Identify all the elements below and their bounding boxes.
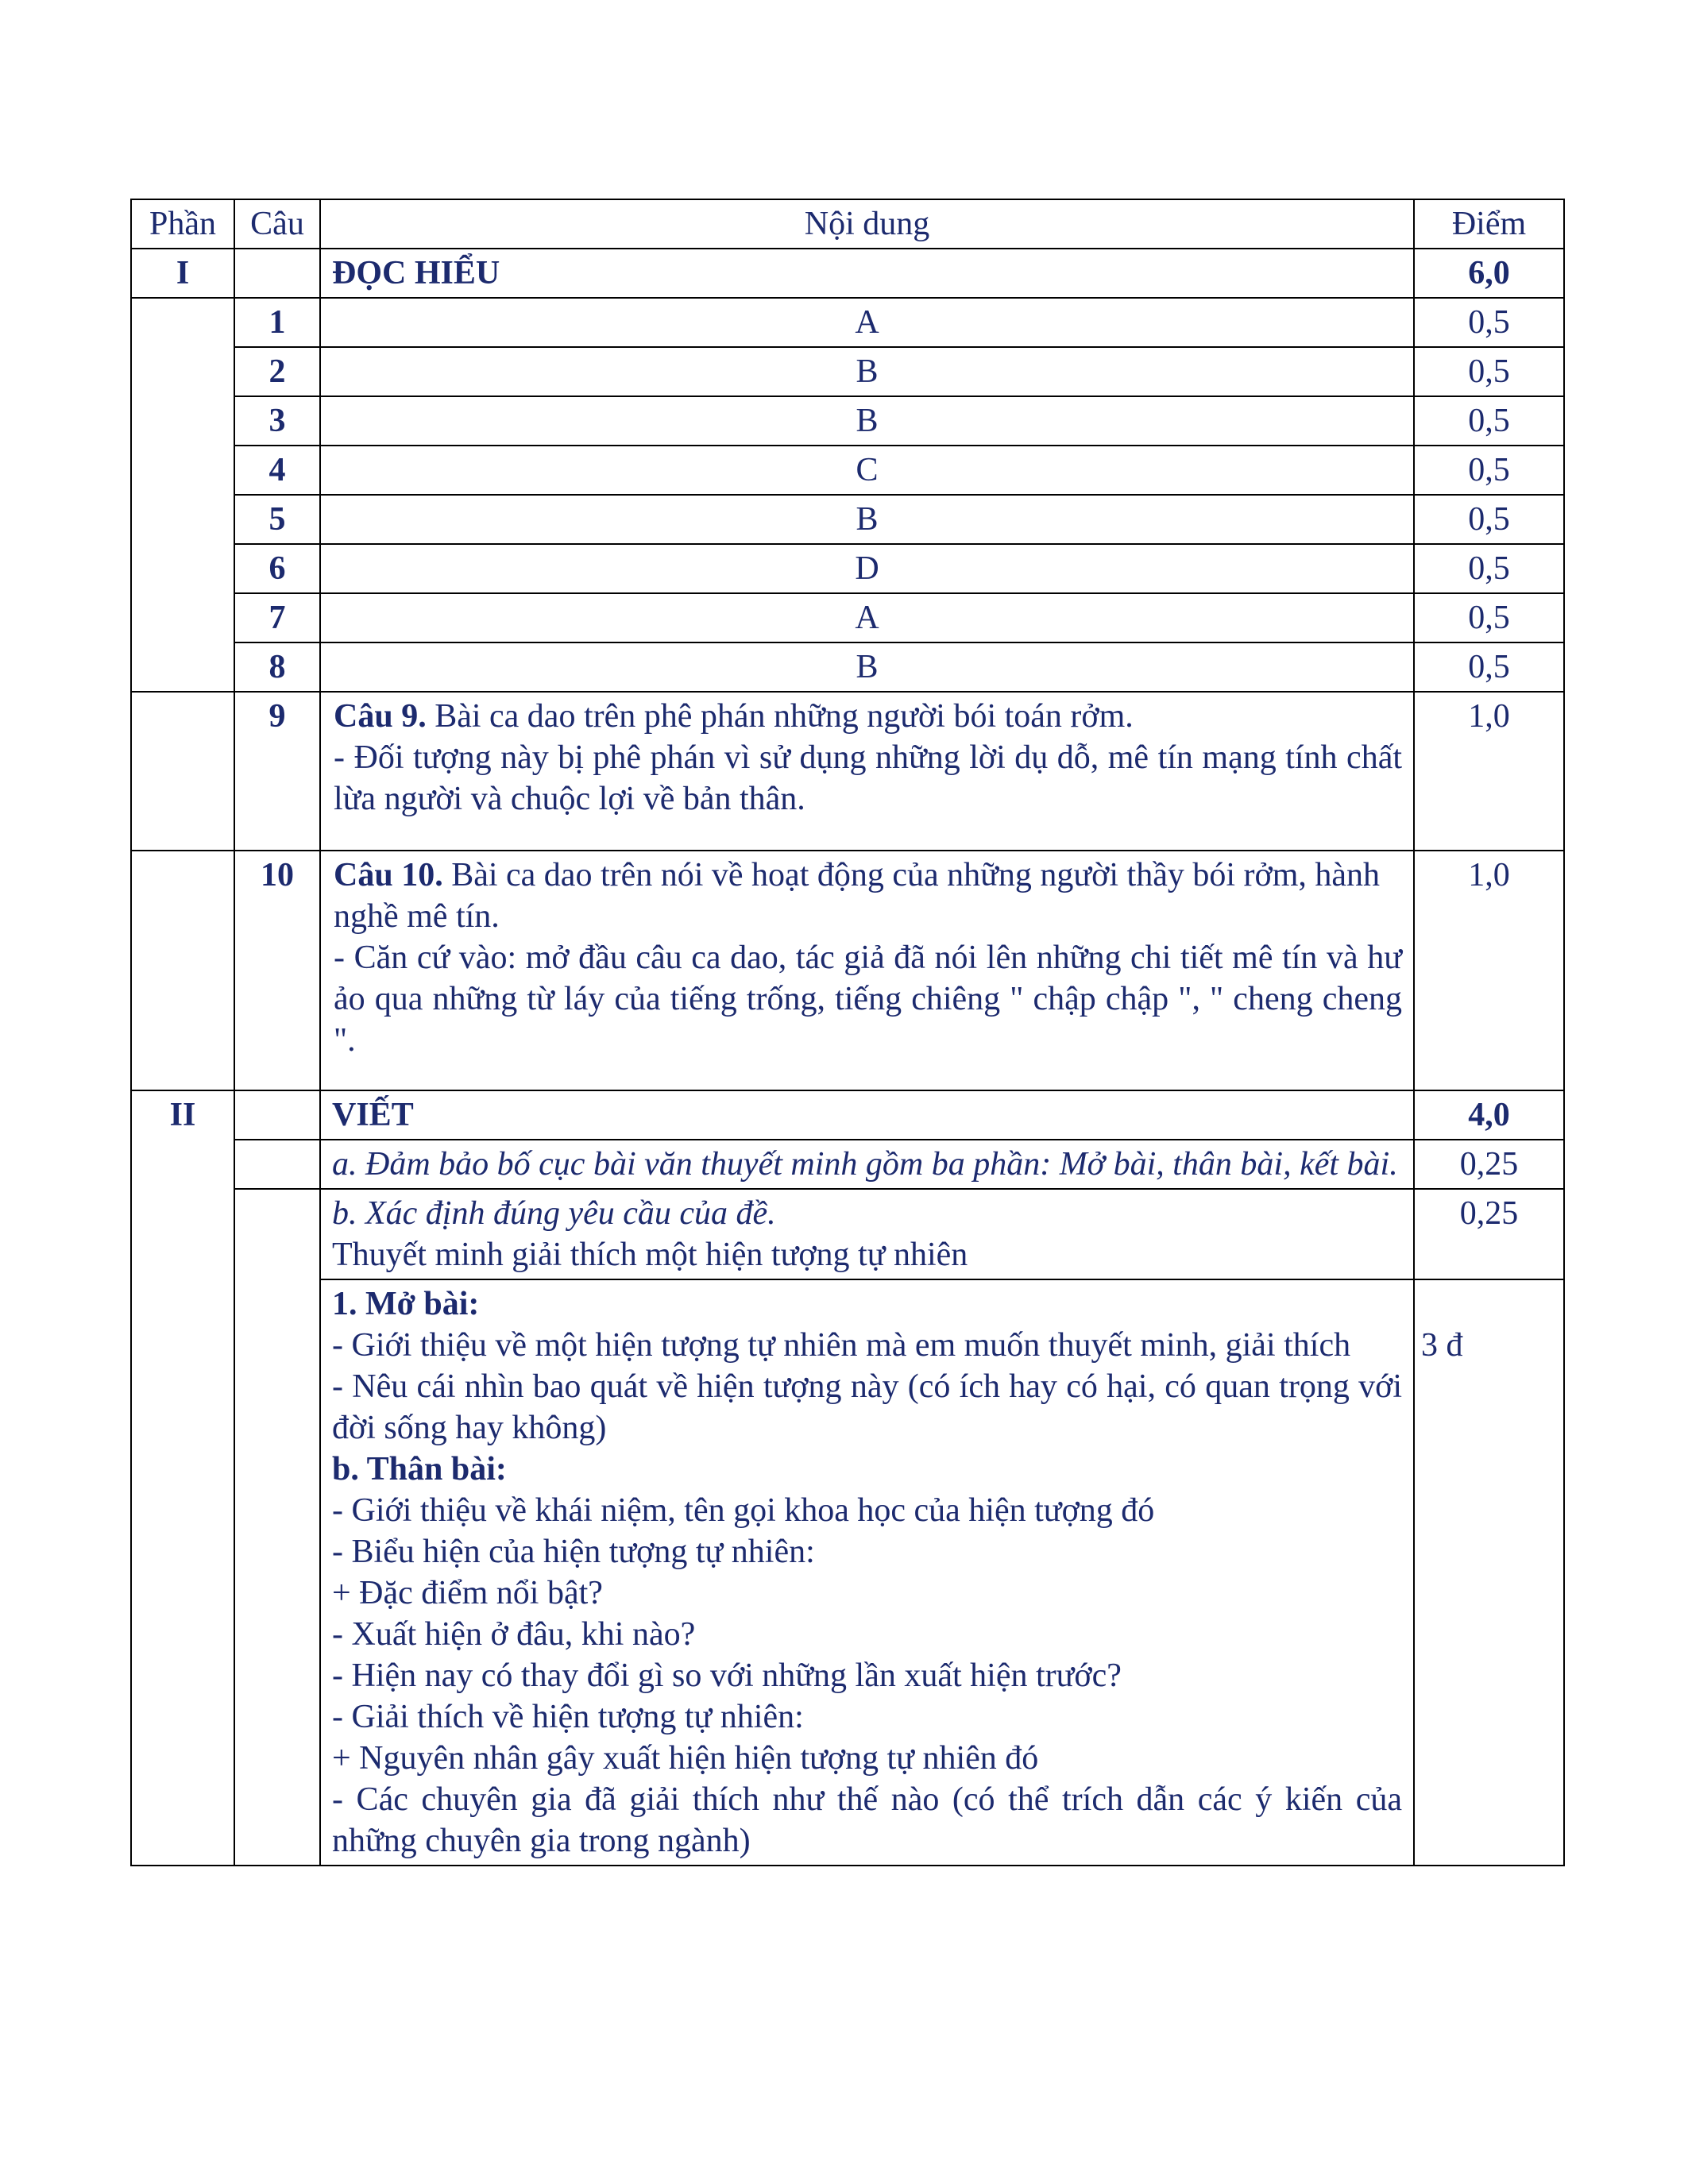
table-row <box>131 642 1564 692</box>
question-number: 2 <box>234 347 320 396</box>
question-10-text: Bài ca dao trên nói về hoạt động của những người thầy bói rởm, hành nghề mê tín. <box>334 857 1381 935</box>
question-9-content <box>320 692 1414 851</box>
question-answer: B <box>320 495 1414 544</box>
part2-b-text: b. Xác định đúng yêu cầu của đề. <box>332 1195 776 1232</box>
mo-bai-item: - Giới thiệu về một hiện tượng tự nhiên mà em muốn thuyết minh, giải thích <box>332 1327 1351 1364</box>
question-score: 0,5 <box>1414 642 1564 692</box>
part1-title-row <box>131 249 1564 298</box>
part2-title-row <box>131 1090 1564 1140</box>
part2-roman: II <box>131 1090 234 1866</box>
table-row <box>131 396 1564 446</box>
question-number: 6 <box>234 544 320 593</box>
question-answer: B <box>320 347 1414 396</box>
than-bai-item: - Giới thiệu về khái niệm, tên gọi khoa học của hiện tượng đó <box>332 1492 1155 1529</box>
question-answer: A <box>320 593 1414 642</box>
part2-empty-cell <box>234 1090 320 1140</box>
part2-score: 4,0 <box>1414 1090 1564 1140</box>
header-cau: Câu <box>234 199 320 249</box>
part2-outline-content <box>320 1279 1414 1866</box>
question-10-detail: - Căn cứ vào: mở đầu câu ca dao, tác giả đã nói lên những chi tiết mê tín và hư ảo qua những từ láy của tiếng trống, tiếng chiêng " chập chập ", " cheng cheng ". <box>334 940 1402 1059</box>
part2-b-detail: Thuyết minh giải thích một hiện tượng tự nhiên <box>332 1237 968 1273</box>
question-number: 10 <box>234 851 320 1090</box>
question-9-summary <box>334 696 1402 737</box>
question-number: 7 <box>234 593 320 642</box>
part1-title: ĐỌC HIỂU <box>320 249 1414 298</box>
than-bai-item: - Biểu hiện của hiện tượng tự nhiên: <box>332 1534 815 1570</box>
header-diem: Điểm <box>1414 199 1564 249</box>
part1-empty-cell <box>234 249 320 298</box>
part2-outline-row <box>131 1279 1564 1866</box>
part2-b-content <box>320 1189 1414 1279</box>
question-score: 0,5 <box>1414 593 1564 642</box>
than-bai-item: - Xuất hiện ở đâu, khi nào? <box>332 1616 696 1653</box>
empty-cau-cell <box>234 1189 320 1866</box>
question-10-row <box>131 851 1564 1090</box>
table-row <box>131 495 1564 544</box>
than-bai-item: - Giải thích về hiện tượng tự nhiên: <box>332 1699 804 1735</box>
table-header-row <box>131 199 1564 249</box>
than-bai-item: - Hiện nay có thay đổi gì so với những lần xuất hiện trước? <box>332 1657 1122 1694</box>
part2-outline-score-cell <box>1414 1279 1564 1866</box>
than-bai-item: - Các chuyên gia đã giải thích như thế nào (có thể trích dẫn các ý kiến của những chuyên gia trong ngành) <box>332 1781 1402 1859</box>
question-number: 4 <box>234 446 320 495</box>
question-score: 0,5 <box>1414 495 1564 544</box>
part2-outline-score: 3 đ <box>1421 1327 1463 1364</box>
question-score: 0,5 <box>1414 347 1564 396</box>
table-row <box>131 446 1564 495</box>
mo-bai-heading: 1. Mở bài: <box>332 1286 480 1322</box>
part2-a-row <box>131 1140 1564 1189</box>
question-number: 1 <box>234 298 320 347</box>
part2-a-text: a. Đảm bảo bố cục bài văn thuyết minh gồm ba phần: Mở bài, thân bài, kết bài. <box>320 1140 1414 1189</box>
question-9-text: Bài ca dao trên phê phán những người bói toán rởm. <box>426 698 1134 735</box>
question-score: 1,0 <box>1414 692 1564 851</box>
question-answer: B <box>320 396 1414 446</box>
empty-phan-cell <box>131 851 234 1090</box>
part2-a-score: 0,25 <box>1414 1140 1564 1189</box>
empty-phan-cell <box>131 692 234 851</box>
part1-mcq-phan-cell <box>131 298 234 692</box>
question-answer: B <box>320 642 1414 692</box>
header-phan: Phần <box>131 199 234 249</box>
question-answer: A <box>320 298 1414 347</box>
question-number: 8 <box>234 642 320 692</box>
question-9-row <box>131 692 1564 851</box>
question-score: 0,5 <box>1414 544 1564 593</box>
question-10-summary <box>334 855 1402 937</box>
question-number: 5 <box>234 495 320 544</box>
mo-bai-item: - Nêu cái nhìn bao quát về hiện tượng này (có ích hay có hại, có quan trọng với đời sống hay không) <box>332 1368 1402 1446</box>
answer-key-table <box>130 199 1565 1866</box>
question-answer: C <box>320 446 1414 495</box>
table-row <box>131 347 1564 396</box>
question-score: 0,5 <box>1414 446 1564 495</box>
question-9-label: Câu 9. <box>334 698 427 735</box>
than-bai-heading: b. Thân bài: <box>332 1451 507 1488</box>
question-10-label: Câu 10. <box>334 857 443 893</box>
part2-title: VIẾT <box>320 1090 1414 1140</box>
part1-roman: I <box>131 249 234 298</box>
empty-cau-cell <box>234 1140 320 1189</box>
question-score: 0,5 <box>1414 298 1564 347</box>
question-answer: D <box>320 544 1414 593</box>
part2-b-row <box>131 1189 1564 1279</box>
than-bai-item: + Đặc điểm nổi bật? <box>332 1575 603 1611</box>
part1-score: 6,0 <box>1414 249 1564 298</box>
question-number: 9 <box>234 692 320 851</box>
question-number: 3 <box>234 396 320 446</box>
question-score: 0,5 <box>1414 396 1564 446</box>
part2-b-score: 0,25 <box>1414 1189 1564 1279</box>
than-bai-item: + Nguyên nhân gây xuất hiện hiện tượng tự nhiên đó <box>332 1740 1039 1777</box>
table-row <box>131 593 1564 642</box>
question-score: 1,0 <box>1414 851 1564 1090</box>
question-9-detail: - Đối tượng này bị phê phán vì sử dụng những lời dụ dỗ, mê tín mạng tính chất lừa người và chuộc lợi về bản thân. <box>334 739 1402 817</box>
question-10-content <box>320 851 1414 1090</box>
header-noi-dung: Nội dung <box>320 199 1414 249</box>
table-row <box>131 544 1564 593</box>
table-row <box>131 298 1564 347</box>
